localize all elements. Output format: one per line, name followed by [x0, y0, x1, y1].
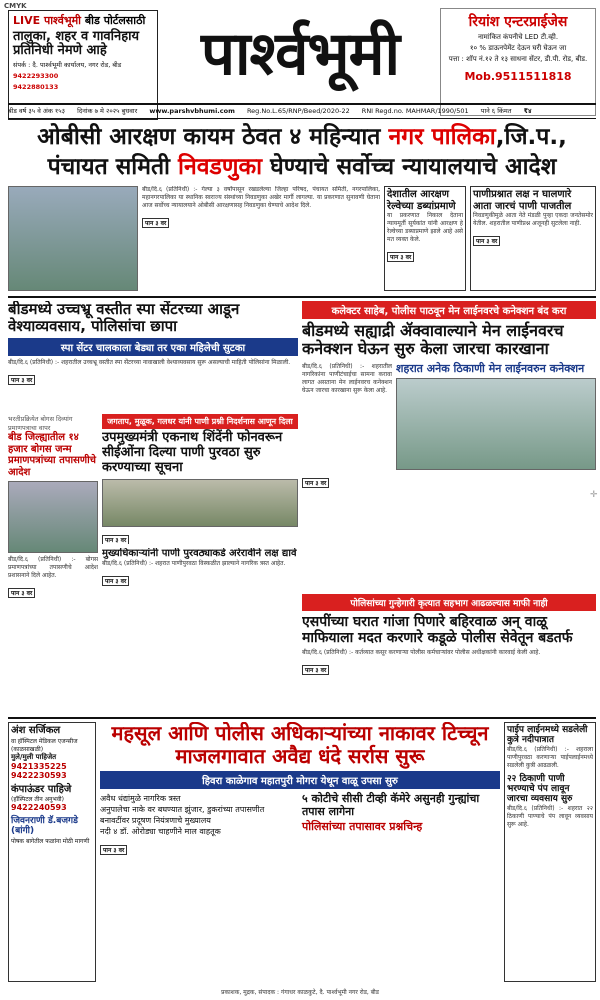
reg-no: Reg.No.L.65/RNP/Beed/2020-22	[246, 107, 350, 115]
mahsul-right-1: ५ कोटीचे सीसी टीव्ही कॅमेरे असुनही गुन्ह्यांचा तपास लागेना	[302, 792, 480, 818]
court-photo	[8, 186, 138, 291]
ad-riyansh-name: रियांश एन्टरप्राईजेस	[468, 14, 568, 30]
jobs-kicker: भरतीप्रक्रियेत बोगस दिव्यांग प्रमाणपत्राचा वापर	[8, 415, 73, 432]
ad-riyansh-line1: नामांकित कंपनीचे LED टी.व्ही.	[477, 33, 559, 41]
mahsul-banner: हिवरा काळेगाव महातपुरी मोगरा येथून वाळू उपसा सुरु	[100, 771, 500, 789]
police-more: पान ३ वर	[302, 665, 329, 675]
date-bar	[8, 103, 596, 119]
ceo-story	[102, 548, 298, 714]
lead-headline	[8, 122, 596, 182]
jobs-title: बीड जिल्ह्यातील १४ हजार बोगस जन्म प्रमाणपत्रांच्या तपासणीचे आदेश	[8, 432, 97, 478]
left-ad1-need: मुले/मुली पाहिजेत	[11, 752, 57, 761]
aarakshan-box	[384, 186, 466, 291]
collector-kicker: कलेक्टर साहेब, पोलीस पाठवून मेन लाईनवरचे कनेक्शन बंद करा	[302, 301, 596, 319]
lead-more: पान ३ वर	[142, 218, 169, 228]
live-tagline: तालुका, शहर व गावनिहाय प्रतिनिधी नेमणे आहे	[13, 29, 140, 58]
water-box	[470, 186, 596, 291]
collector-sub: शहरात अनेक ठिकाणी मेन लाईनवरुन कनेक्शन	[396, 361, 585, 375]
live-label: LIVE पार्श्वभूमी	[13, 14, 82, 27]
ceo-more: पान ३ वर	[102, 576, 129, 586]
police-story	[302, 594, 596, 714]
live-address: संपर्क : दै. पार्श्वभूमी कार्यालय, नगर रोड, बीड	[13, 61, 122, 69]
lead-line2-a: पंचायत समिती	[47, 154, 179, 180]
water-more: पान ३ वर	[473, 236, 500, 246]
collector-more: पान ३ वर	[302, 478, 329, 488]
water-title: पाणीप्रश्नात लक्ष न घालणारे आता जारचं पाणी पाजतील	[473, 189, 572, 212]
mahsul-title: महसूल आणि पोलीस अधिकाऱ्यांच्या नाकावर टिच्चून माजलगावात अवैद्य धंदे सर्रास सुरू	[111, 722, 489, 768]
left-ad1-title: अंश सर्जिकल	[11, 725, 61, 736]
lead-line1-a: ओबीसी आरक्षण कायम ठेवत ४ महिन्यात	[37, 124, 389, 150]
jobs-text: बीड/दि.६ (प्रतिनिधी) :- बोगस प्रमाणपत्रांच्या तपासणीचे आदेश प्रशासनाने दिले आहेत.	[8, 556, 98, 579]
left-ad3-sub: पोषक बागेतील फळांना मोठी मागणी	[11, 837, 90, 845]
registration-mark: ✛	[590, 490, 598, 500]
cmyk-mark: CMYK	[4, 2, 27, 10]
mahsul-item-2: अनुपालेचा नाके वर बघण्यात झुंजार, डुकरांच्या तपासणीत	[100, 805, 265, 814]
ad-riyansh-line3: पत्ता : शॉप नं.१२ ते १३ साधना सेंटर, डी.पी. रोड, बीड.	[448, 55, 588, 63]
collector-text: बीड/दि.६ (प्रतिनिधी) :- शहरातील नागरिकांना पाणीटंचाईचा सामना करावा लागत असताना मेन लाईनवरच कनेक्शन घेऊन जारचा कारखाना सुरू केला आहे.	[302, 362, 392, 394]
lead-line1-b: ,जि.प.,	[495, 124, 567, 150]
mahsul-item-4: नदी ४ डॉ. ओरोड्या चाहणीने माल वाहतूक	[100, 827, 221, 836]
left-ad3-title: जिवनराणी डॅ.बजगडे (बांगी)	[11, 816, 78, 837]
left-ad2-sub: (हॉस्पिटल तीन अनुभवी)	[11, 796, 64, 803]
aarakshan-title: देशातील आरक्षण रेल्वेच्या डब्यांप्रमाणे	[387, 189, 456, 212]
ceo-title: मुख्यधिकाऱ्यांनी पाणी पुरवठ्याकडे अरेरावीने लक्ष द्यावे	[102, 548, 297, 559]
mahsul-right-2: पोलिसांच्या तपासावर प्रश्नचिन्ह	[302, 820, 423, 834]
ad-riyansh-line2: १० % डाऊनपेमेंट देऊन घरी घेऊन जा	[469, 44, 567, 52]
spa-story	[8, 301, 298, 411]
pages-price: पाने ६ किंमत	[480, 107, 512, 115]
website: www.parshvbhumi.com	[149, 107, 235, 115]
spa-text: बीड/दि.६ (प्रतिनिधी) :- शहरातील उच्चभ्रू वस्तीत स्पा सेंटरच्या नावाखाली वेश्याव्यवसाय सुरू असल्याची माहिती पोलिसांना मिळाली.	[8, 358, 291, 366]
footer: प्रकाशक, मुद्रक, संपादक : गंगाधर काळकुटे, दै. पार्श्वभूमी नगर रोड, बीड	[221, 989, 379, 996]
jobs-photo	[8, 481, 98, 553]
water-text: निवडणुकीमुळे आता नेते मंडळी पुन्हा एकदा जनतेसमोर येतील. शहरातील पाणीप्रश्न अजूनही सुटलेला नाही.	[473, 212, 593, 227]
separator-1	[8, 296, 596, 298]
separator-2	[8, 717, 596, 719]
mahsul-item-1: अवैध धंद्यांमुळे नागरिक त्रस्त	[100, 794, 181, 803]
spa-title: बीडमध्ये उच्चभ्रू वस्तीत स्पा सेंटरच्या आडून वेश्याव्यवसाय, पोलिसांचा छापा	[8, 301, 240, 336]
live-phone-2: 9422880133	[13, 83, 59, 91]
right-ad2-title: २२ ठिकाणी पाणी भरण्याचे पंप लावून जारचा व्यवसाय सुरु	[507, 773, 573, 805]
left-ad1-phone1: 9421335225	[11, 761, 67, 771]
lead-line2-red: निवडणुका	[178, 154, 263, 180]
right-ad2-text: बीड/दि.६ (प्रतिनिधी) :- शहरात २२ ठिकाणी पाण्याचे पंप लावून व्यवसाय सुरू आहे.	[507, 804, 593, 828]
shinde-photo	[102, 479, 298, 527]
right-ad1-text: बीड/दि.६ (प्रतिनिधी) :- शहराला पाणीपुरवठा करणाऱ्या पाईपलाईनमध्ये सडलेली कुत्री आढळली.	[507, 745, 593, 769]
right-column	[504, 722, 596, 982]
issue-date: दिनांक ७ मे २०२५ बुधवार	[77, 107, 138, 115]
lead-line2-b: घेण्याचे सर्वोच्च न्यायालयाचे आदेश	[262, 154, 557, 180]
shinde-title: उपमुख्यमंत्री एकनाथ शिंदेंनी फोनवरून सीईओंना दिल्या पाणी पुरवठा सुरु करण्याच्या सूचना	[102, 430, 283, 475]
jobs-more: पान ३ वर	[8, 588, 35, 598]
lead-text: बीड/दि.६ (प्रतिनिधी) :- गेल्या ३ वर्षांपासून रखडलेल्या जिल्हा परिषद, पंचायत समिती, नगरपालिका, महानगरपालिका या स्थानिक स्वराज्य संस्थांच्या निवडणुका अखेर मार्गी लागल्या. या प्रकरणात सुनावणी घेताना आज सर्वोच्च न्यायालयाने ओबीसी आरक्षणासह निवडणुका घेण्याचे आदेश दिले.	[142, 186, 380, 209]
spa-banner: स्पा सेंटर चालकाला बेड्या तर एका महिलेची सुटका	[8, 338, 298, 356]
right-ad1-title: पाईप लाईनमध्ये सडलेली कुत्रे नदीपात्रात	[507, 725, 588, 746]
mahsul-item-3: बनावटींवर प्रदूषण नियंत्रणाचे मुख्यालय	[100, 816, 211, 825]
collector-title: बीडमध्ये सह्याद्री ॲक्वावाल्याने मेन लाईनवरच कनेक्शन घेऊन सुरु केला जारचा कारखाना	[302, 321, 564, 359]
left-ad1-phone2: 9422230593	[11, 770, 67, 780]
masthead-title: पार्श्वभूमी	[200, 19, 400, 89]
left-ads	[8, 722, 96, 982]
mahsul-story	[100, 722, 500, 982]
collector-story	[302, 301, 596, 591]
left-ad2-title: कंपाऊंडर पाहिजे	[11, 783, 72, 795]
shinde-kicker: जगताप, मुळूक, गलधर यांनी पाणी प्रश्नी निदर्शनास आणून दिला	[102, 414, 298, 429]
price: ₹४	[523, 107, 532, 115]
live-phone-1: 9422293300	[13, 72, 59, 80]
lead-story	[142, 186, 380, 291]
aarakshan-more: पान ३ वर	[387, 252, 414, 262]
live-suffix: बीड पोर्टलसाठी	[84, 14, 146, 27]
jobs-story	[8, 414, 98, 714]
issue-year: बीड वर्ष ३५ वे अंक १५३	[8, 107, 66, 115]
rni-no: RNI Regd.no. MAHMAR/1990/501	[361, 107, 469, 115]
left-ad2-phone: 9422240593	[11, 803, 67, 812]
shinde-story	[102, 414, 298, 544]
police-text: बीड/दि.६ (प्रतिनिधी) :- कर्तव्यात कसूर करणाऱ्या पोलीस कर्मचाऱ्यांवर पोलीस अधीक्षकांनी कारवाई केली आहे.	[302, 649, 541, 657]
police-banner: पोलिसांच्या गुन्हेगारी कृत्यात सहभाग आढळल्यास माफी नाही	[302, 594, 596, 611]
shinde-more: पान ३ वर	[102, 535, 129, 544]
mahsul-more: पान ३ वर	[100, 845, 127, 855]
ad-riyansh	[440, 8, 596, 116]
aarakshan-text: या प्रकरणात निकाल देताना न्यायमूर्ती सूर्यकांत यांनी आरक्षण हे रेल्वेच्या डब्याप्रमाणे झाले आहे असे मत व्यक्त केले.	[387, 212, 463, 243]
police-title: एसपींच्या घरात गांजा पिणारे बहिरवाळ अन् वाळू माफियाला मदत करणारे कडूळे पोलीस सेवेतून बडतर्फ	[302, 614, 573, 647]
collector-photo	[396, 378, 596, 470]
ceo-text: बीड/दि.६ (प्रतिनिधी) :- शहरात पाणीपुरवठा विस्कळीत झाल्याने नागरिक त्रस्त आहेत.	[102, 559, 286, 567]
lead-line1-red: नगर पालिका	[388, 124, 496, 150]
left-ad1-sub: वा हॉस्पिटल मेडिकल एजन्सीज (काळसाखळी)	[11, 737, 78, 753]
spa-more: पान ३ वर	[8, 375, 35, 385]
ad-riyansh-mobile: Mob.9511511818	[464, 70, 572, 83]
